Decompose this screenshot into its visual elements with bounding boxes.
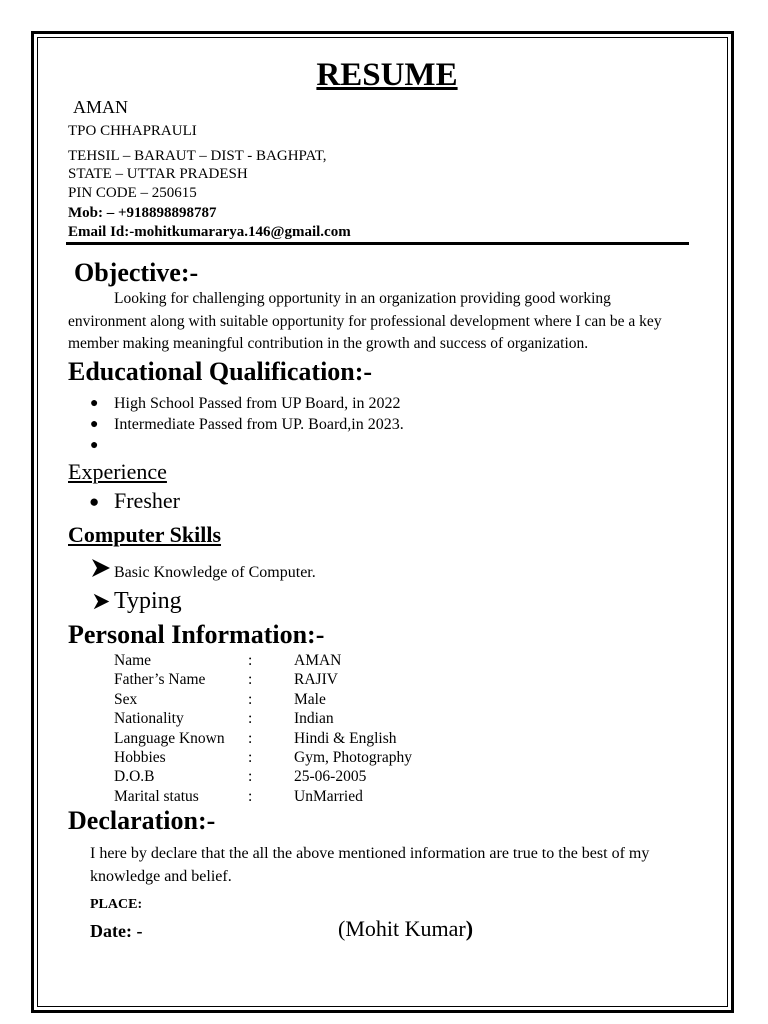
personal-separator: : (248, 652, 253, 669)
arrowhead-bullet-icon (92, 592, 111, 611)
skill-item: Basic Knowledge of Computer. (114, 564, 316, 581)
bullet-icon: ● (90, 438, 99, 453)
address-line: STATE – UTTAR PRADESH (68, 166, 248, 182)
objective-text: Looking for challenging opportunity in an organization providing good working (114, 290, 611, 307)
personal-label: Language Known (114, 730, 225, 747)
experience-item: Fresher (114, 488, 180, 513)
signature-close-paren: ) (465, 916, 474, 941)
personal-value: AMAN (294, 652, 342, 669)
signature-text: (Mohit Kumar (338, 916, 466, 941)
declaration-text: I here by declare that the all the above mentioned information are true to the best of my (90, 845, 650, 862)
personal-separator: : (248, 671, 253, 688)
objective-text: environment along with suitable opportunity for professional development where I can be a key (68, 313, 662, 330)
personal-value: Indian (294, 710, 334, 727)
personal-label: D.O.B (114, 768, 155, 785)
education-item: High School Passed from UP Board, in 2022 (114, 395, 401, 412)
header-divider (66, 242, 689, 245)
bullet-icon: ● (89, 492, 100, 511)
personal-label: Nationality (114, 710, 184, 727)
date-label: Date: - (90, 921, 143, 941)
education-item: Intermediate Passed from UP. Board,in 2023. (114, 416, 404, 433)
skill-item: Typing (114, 588, 182, 614)
personal-label: Marital status (114, 788, 199, 805)
personal-value: 25-06-2005 (294, 768, 367, 785)
arrowhead-bullet-icon (90, 557, 112, 579)
education-heading: Educational Qualification:- (68, 357, 373, 386)
objective-text: member making meaningful contribution in the growth and success of organization. (68, 335, 589, 352)
personal-info-heading: Personal Information:- (68, 620, 325, 649)
email-address: Email Id:-mohitkumararya.146@gmail.com (68, 224, 351, 240)
personal-separator: : (248, 768, 253, 785)
personal-label: Sex (114, 691, 138, 708)
personal-value: Gym, Photography (294, 749, 412, 766)
skills-heading: Computer Skills (68, 522, 222, 547)
personal-separator: : (248, 788, 253, 805)
bullet-icon: ● (90, 417, 99, 432)
personal-label: Name (114, 652, 152, 669)
personal-value: UnMarried (294, 788, 363, 805)
declaration-text: knowledge and belief. (90, 868, 232, 885)
personal-separator: : (248, 730, 253, 747)
address-line: TPO CHHAPRAULI (68, 123, 197, 139)
address-line: TEHSIL – BARAUT – DIST - BAGHPAT, (68, 148, 327, 164)
mobile-number: Mob: – +918898898787 (68, 205, 217, 221)
address-line: PIN CODE – 250615 (68, 185, 197, 201)
personal-separator: : (248, 710, 253, 727)
personal-separator: : (248, 749, 253, 766)
declaration-heading: Declaration:- (68, 806, 216, 835)
personal-value: RAJIV (294, 671, 338, 688)
personal-value: Hindi & English (294, 730, 397, 747)
candidate-name: AMAN (73, 97, 129, 117)
experience-heading: Experience (68, 459, 167, 484)
objective-heading: Objective:- (74, 258, 199, 287)
personal-label: Hobbies (114, 749, 166, 766)
place-label: PLACE: (90, 897, 143, 912)
signature-name (338, 915, 473, 943)
personal-separator: : (248, 691, 253, 708)
bullet-icon: ● (90, 396, 99, 411)
personal-value: Male (294, 691, 326, 708)
resume-title: RESUME (316, 57, 458, 93)
personal-label: Father’s Name (114, 671, 206, 688)
